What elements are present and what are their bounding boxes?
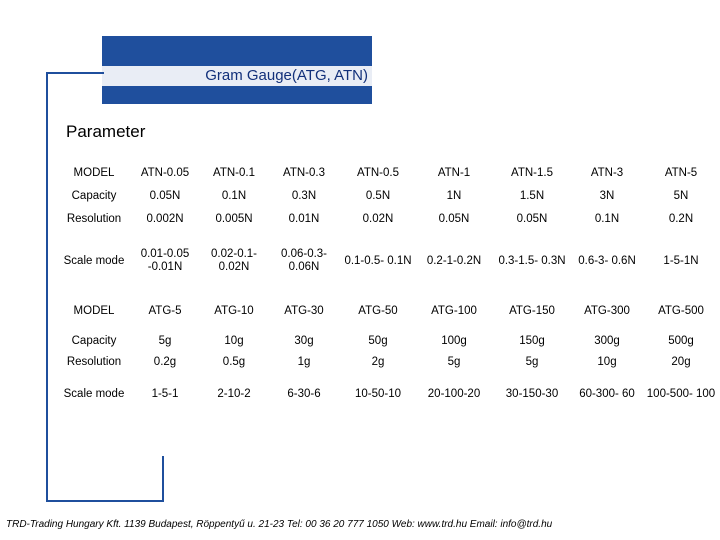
table-row [58, 232, 720, 290]
table-cell: ATN-0.05 [140, 166, 190, 179]
table-cell: 0.2-1-0.2N [426, 254, 482, 267]
table-cell: 10g [224, 334, 244, 347]
table-cell: 0.02-0.1- 0.02N [210, 248, 258, 273]
table-cell: 0.01N [288, 212, 320, 225]
table-cell: 100g [441, 334, 467, 347]
table-row [58, 206, 720, 232]
section-label: Parameter [66, 122, 146, 141]
table-cell: ATG-5 [148, 304, 182, 317]
table-cell: 0.2N [668, 212, 694, 225]
frame-line-bottom [46, 500, 164, 502]
table-cell: 2g [371, 355, 385, 368]
row-header-cell: MODEL [73, 304, 115, 317]
table-cell: 0.3-1.5- 0.3N [498, 254, 566, 267]
table-cell: 1.5N [519, 189, 545, 202]
table-cell: 0.005N [215, 212, 253, 225]
table-cell: 10g [597, 355, 617, 368]
table-cell: 20-100-20 [427, 387, 481, 400]
table-cell: 0.3N [291, 189, 317, 202]
table-row [58, 186, 720, 206]
table-cell: 2-10-2 [217, 387, 251, 400]
row-header-cell: Resolution [66, 212, 122, 225]
row-header-cell: Scale mode [63, 254, 125, 267]
atg-spec-table [58, 290, 720, 414]
table-cell: 100-500- 100 [646, 387, 716, 400]
table-cell: 0.02N [362, 212, 394, 225]
table-cell: 5g [447, 355, 461, 368]
table-cell: ATG-10 [214, 304, 254, 317]
table-cell: 0.002N [146, 212, 184, 225]
table-cell: 60-300- 60 [579, 387, 635, 400]
row-header-cell: Capacity [71, 189, 117, 202]
atn-spec-table [58, 160, 720, 290]
table-cell: ATG-500 [658, 304, 704, 317]
table-cell: ATG-100 [431, 304, 477, 317]
table-cell: 6-30-6 [287, 387, 321, 400]
table-cell: 0.1-0.5- 0.1N [344, 254, 412, 267]
table-cell: ATN-1.5 [511, 166, 553, 179]
table-cell: 150g [519, 334, 545, 347]
table-cell: 1g [297, 355, 311, 368]
table-cell: 0.01-0.05 -0.01N [140, 248, 190, 273]
row-header-cell: Capacity [71, 334, 117, 347]
table-cell: 500g [668, 334, 694, 347]
table-cell: 20g [671, 355, 691, 368]
table-row [58, 160, 720, 186]
table-cell: ATN-1 [437, 166, 471, 179]
frame-line-top [46, 72, 104, 74]
row-header-cell: MODEL [73, 166, 115, 179]
table-cell: 5g [525, 355, 539, 368]
table-cell: 0.1N [594, 212, 620, 225]
table-row [58, 290, 720, 332]
table-cell: 5N [673, 189, 689, 202]
table-cell: 0.5g [222, 355, 246, 368]
table-cell: ATN-5 [664, 166, 698, 179]
frame-line-inner [162, 456, 164, 502]
table-cell: 50g [368, 334, 388, 347]
table-cell: 0.5N [365, 189, 391, 202]
table-cell: 1N [446, 189, 462, 202]
table-cell: 0.6-3- 0.6N [578, 254, 636, 267]
table-cell: ATN-0.5 [357, 166, 399, 179]
table-cell: 5g [158, 334, 172, 347]
frame-line-left [46, 72, 48, 502]
table-cell: 0.05N [149, 189, 181, 202]
table-row [58, 332, 720, 350]
table-cell: ATG-150 [509, 304, 555, 317]
table-cell: 0.2g [153, 355, 177, 368]
table-cell: 0.05N [516, 212, 548, 225]
table-cell: ATG-50 [358, 304, 398, 317]
table-cell: ATG-300 [584, 304, 630, 317]
table-cell: 0.05N [438, 212, 470, 225]
row-header-cell: Scale mode [63, 387, 125, 400]
table-cell: 30g [294, 334, 314, 347]
table-cell: 0.06-0.3- 0.06N [280, 248, 328, 273]
footer-contact: TRD-Trading Hungary Kft. 1139 Budapest, Röppentyű u. 21-23 Tel: 00 36 20 777 1050 Web: www.trd.hu Email: info@trd.hu [6, 519, 553, 530]
table-cell: ATG-30 [284, 304, 324, 317]
table-row [58, 374, 720, 414]
row-header-cell: Resolution [66, 355, 122, 368]
table-cell: 0.1N [221, 189, 247, 202]
table-cell: 300g [594, 334, 620, 347]
table-cell: 1-5-1N [663, 254, 699, 267]
page-title: Gram Gauge(ATG, ATN) [205, 67, 368, 84]
table-cell: 30-150-30 [505, 387, 559, 400]
table-row [58, 350, 720, 374]
table-cell: ATN-0.3 [283, 166, 325, 179]
table-cell: 3N [599, 189, 615, 202]
table-cell: 10-50-10 [354, 387, 402, 400]
table-cell: 1-5-1 [151, 387, 179, 400]
table-cell: ATN-0.1 [213, 166, 255, 179]
table-cell: ATN-3 [590, 166, 624, 179]
title-band [102, 66, 372, 86]
